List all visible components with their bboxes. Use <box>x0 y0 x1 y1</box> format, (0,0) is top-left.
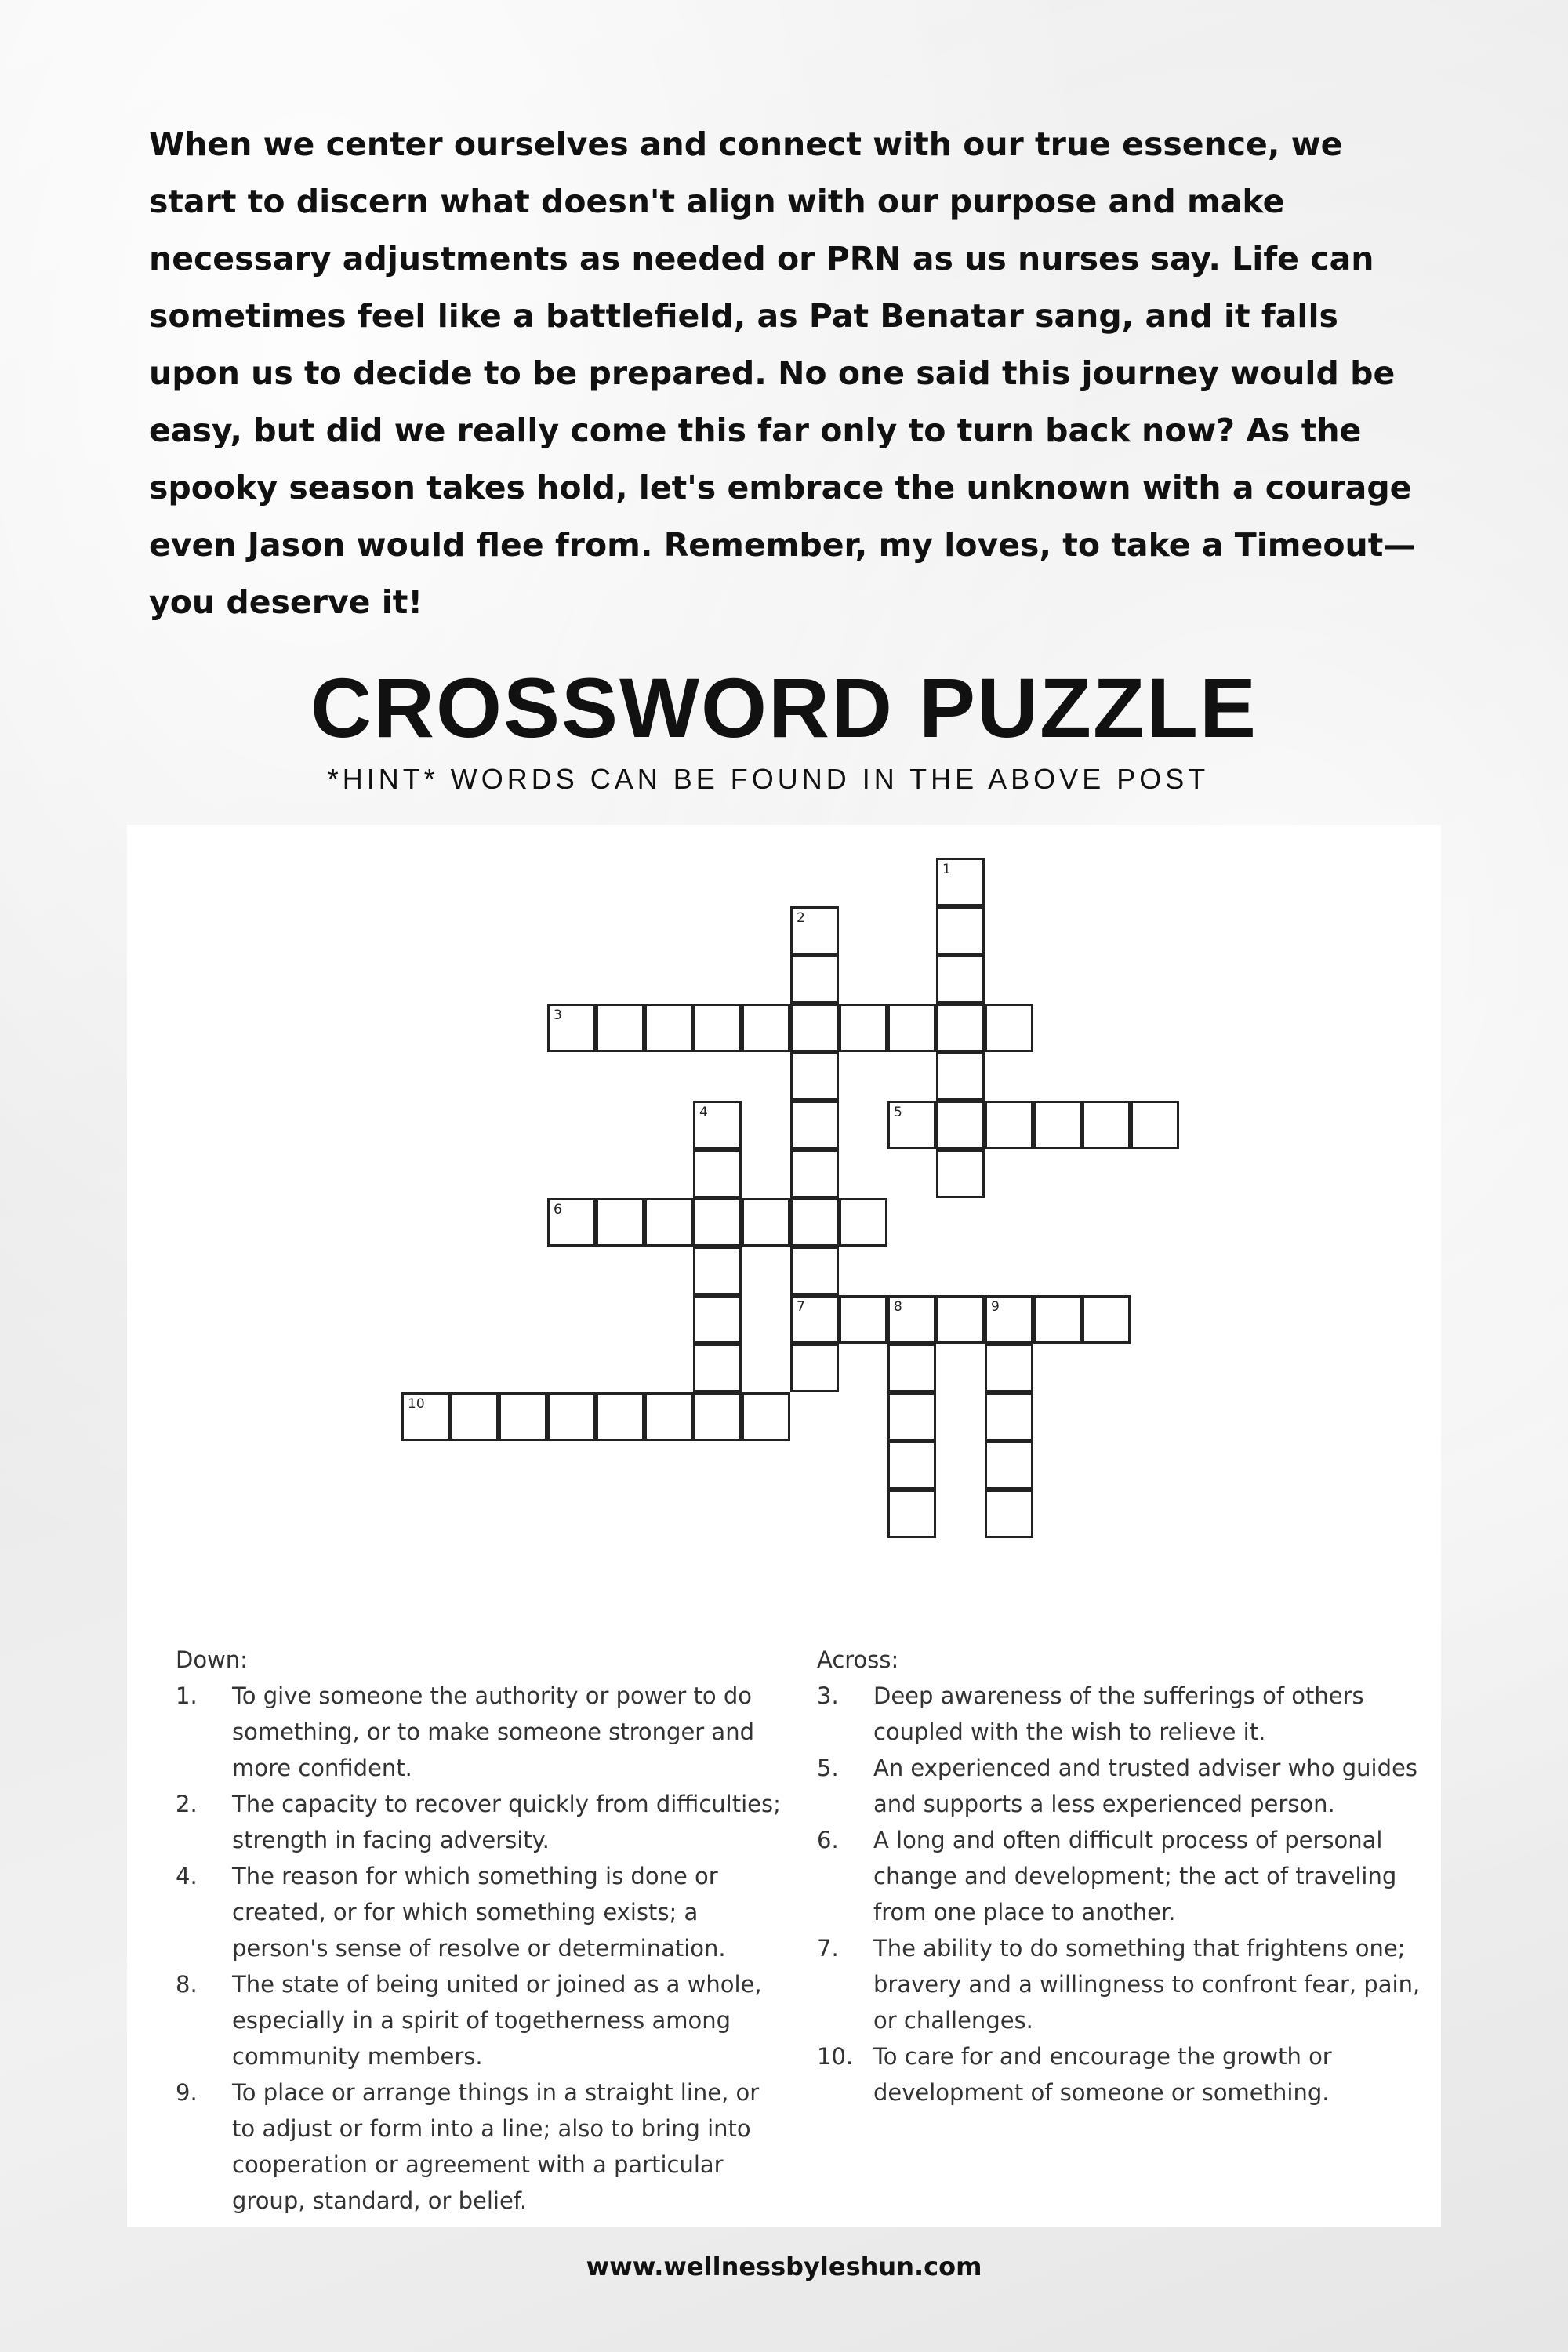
crossword-cell[interactable] <box>693 1198 742 1247</box>
clue-item <box>817 1930 1428 2038</box>
crossword-cell[interactable] <box>936 858 985 906</box>
clue-number: 9. <box>176 2079 198 2106</box>
crossword-cell[interactable] <box>985 1441 1033 1490</box>
down-clues <box>176 1642 787 2219</box>
crossword-cell[interactable] <box>936 1052 985 1101</box>
crossword-cell[interactable] <box>790 906 839 955</box>
cell-number: 6 <box>554 1202 562 1218</box>
crossword-cell[interactable] <box>936 1004 985 1052</box>
crossword-cell[interactable] <box>839 1004 887 1052</box>
crossword-cell[interactable] <box>1033 1101 1082 1149</box>
crossword-cell[interactable] <box>936 1295 985 1344</box>
crossword-cell[interactable] <box>790 1198 839 1247</box>
clue-text: The capacity to recover quickly from difficulties; strength in facing adversity. <box>232 1791 781 1853</box>
clue-number: 7. <box>817 1935 839 1962</box>
crossword-cell[interactable] <box>790 1004 839 1052</box>
clue-number: 1. <box>176 1682 198 1709</box>
clue-text: To place or arrange things in a straight line, or to adjust or form into a line; also to bring into cooperation or agreement with a particular group, standard, or belief. <box>232 2079 760 2214</box>
crossword-cell[interactable] <box>985 1490 1033 1538</box>
crossword-cell[interactable] <box>693 1247 742 1295</box>
crossword-grid <box>127 825 1441 1570</box>
crossword-cell[interactable] <box>450 1392 499 1441</box>
footer-url[interactable]: www.wellnessbyleshun.com <box>586 2252 982 2281</box>
crossword-cell[interactable] <box>936 906 985 955</box>
crossword-cell[interactable] <box>693 1101 742 1149</box>
crossword-cell[interactable] <box>547 1392 596 1441</box>
clue-text: To care for and encourage the growth or development of someone or something. <box>873 2043 1332 2106</box>
clue-item <box>176 1786 787 1858</box>
crossword-cell[interactable] <box>887 1344 936 1392</box>
crossword-cell[interactable] <box>1082 1295 1131 1344</box>
clue-number: 10. <box>817 2043 854 2070</box>
clue-number: 5. <box>817 1755 839 1781</box>
crossword-cell[interactable] <box>936 1101 985 1149</box>
crossword-cell[interactable] <box>839 1295 887 1344</box>
crossword-cell[interactable] <box>693 1344 742 1392</box>
crossword-cell[interactable] <box>547 1004 596 1052</box>
crossword-cell[interactable] <box>693 1149 742 1198</box>
cell-number: 8 <box>894 1299 902 1315</box>
crossword-cell[interactable] <box>693 1392 742 1441</box>
clue-text: The ability to do something that frightens one; bravery and a willingness to confront fear, pain, or challenges. <box>873 1935 1421 2034</box>
crossword-cell[interactable] <box>887 1101 936 1149</box>
crossword-cell[interactable] <box>985 1004 1033 1052</box>
crossword-cell[interactable] <box>693 1295 742 1344</box>
crossword-cell[interactable] <box>742 1198 790 1247</box>
crossword-cell[interactable] <box>693 1004 742 1052</box>
crossword-cell[interactable] <box>936 955 985 1004</box>
clue-number: 3. <box>817 1682 839 1709</box>
crossword-cell[interactable] <box>887 1490 936 1538</box>
clue-number: 6. <box>817 1827 839 1853</box>
crossword-cell[interactable] <box>790 1295 839 1344</box>
crossword-cell[interactable] <box>1033 1295 1082 1344</box>
puzzle-hint: *HINT* WORDS CAN BE FOUND IN THE ABOVE POST <box>327 763 1210 795</box>
crossword-cell[interactable] <box>790 1101 839 1149</box>
crossword-cell[interactable] <box>790 1052 839 1101</box>
crossword-cell[interactable] <box>887 1441 936 1490</box>
clue-number: 2. <box>176 1791 198 1817</box>
clue-item <box>817 1822 1428 1930</box>
cell-number: 2 <box>797 910 805 926</box>
crossword-cell[interactable] <box>839 1198 887 1247</box>
intro-paragraph: When we center ourselves and connect with our true essence, we start to discern what doesn't align with our purpose and make necessary adjustments as needed or PRN as us nurses say. Life can sometimes feel like a battlefield, as Pat Benatar sang, and it falls upon us to decide to be prepared. No one said this journey would be easy, but did we really come this far only to turn back now? As the spooky season takes hold, let's embrace the unknown with a courage even Jason would flee from. Remember, my loves, to take a Timeout—you deserve it! <box>149 125 1416 621</box>
down-heading: Down: <box>176 1646 248 1673</box>
clue-text: A long and often difficult process of personal change and development; the act of traveling from one place to another. <box>873 1827 1397 1926</box>
crossword-cell[interactable] <box>742 1392 790 1441</box>
clue-item <box>176 1678 787 1786</box>
crossword-cell[interactable] <box>790 1344 839 1392</box>
crossword-cell[interactable] <box>1131 1101 1179 1149</box>
clue-item <box>817 1750 1428 1822</box>
crossword-cell[interactable] <box>401 1392 450 1441</box>
crossword-cell[interactable] <box>1082 1101 1131 1149</box>
clue-number: 8. <box>176 1971 198 1998</box>
crossword-cell[interactable] <box>596 1004 644 1052</box>
crossword-cell[interactable] <box>985 1344 1033 1392</box>
crossword-cell[interactable] <box>887 1004 936 1052</box>
clue-item <box>817 1678 1428 1750</box>
clue-item <box>176 1858 787 1966</box>
across-clues <box>817 1642 1428 2111</box>
crossword-cell[interactable] <box>936 1149 985 1198</box>
crossword-cell[interactable] <box>887 1392 936 1441</box>
clue-item <box>817 2038 1428 2111</box>
crossword-cell[interactable] <box>499 1392 547 1441</box>
cell-number: 1 <box>942 862 951 877</box>
clue-item <box>176 1966 787 2074</box>
clue-text: The reason for which something is done or created, or for which something exists; a person's sense of resolve or determination. <box>232 1863 726 1962</box>
crossword-cell[interactable] <box>742 1004 790 1052</box>
crossword-cell[interactable] <box>790 1247 839 1295</box>
clue-text: To give someone the authority or power to do something, or to make someone stronger and more confident. <box>232 1682 754 1781</box>
crossword-cell[interactable] <box>644 1392 693 1441</box>
crossword-cell[interactable] <box>547 1198 596 1247</box>
cell-number: 3 <box>554 1007 562 1023</box>
clue-text: An experienced and trusted adviser who guides and supports a less experienced person. <box>873 1755 1417 1817</box>
crossword-cell[interactable] <box>644 1198 693 1247</box>
clue-number: 4. <box>176 1863 198 1889</box>
crossword-cell[interactable] <box>887 1295 936 1344</box>
crossword-cell[interactable] <box>790 955 839 1004</box>
cell-number: 10 <box>408 1396 425 1412</box>
crossword-cell[interactable] <box>985 1101 1033 1149</box>
cell-number: 9 <box>991 1299 1000 1315</box>
cell-number: 5 <box>894 1105 902 1120</box>
crossword-panel <box>127 825 1441 2227</box>
crossword-cell[interactable] <box>985 1392 1033 1441</box>
crossword-cell[interactable] <box>596 1198 644 1247</box>
crossword-cell[interactable] <box>644 1004 693 1052</box>
across-heading: Across: <box>817 1646 899 1673</box>
crossword-cell[interactable] <box>596 1392 644 1441</box>
clue-text: The state of being united or joined as a whole, especially in a spirit of togetherness among community members. <box>232 1971 762 2070</box>
clue-text: Deep awareness of the sufferings of others coupled with the wish to relieve it. <box>873 1682 1364 1745</box>
crossword-cell[interactable] <box>790 1149 839 1198</box>
clue-item <box>176 2074 787 2219</box>
crossword-cell[interactable] <box>985 1295 1033 1344</box>
cell-number: 7 <box>797 1299 805 1315</box>
page-title: CROSSWORD PUZZLE <box>310 660 1258 755</box>
cell-number: 4 <box>699 1105 708 1120</box>
